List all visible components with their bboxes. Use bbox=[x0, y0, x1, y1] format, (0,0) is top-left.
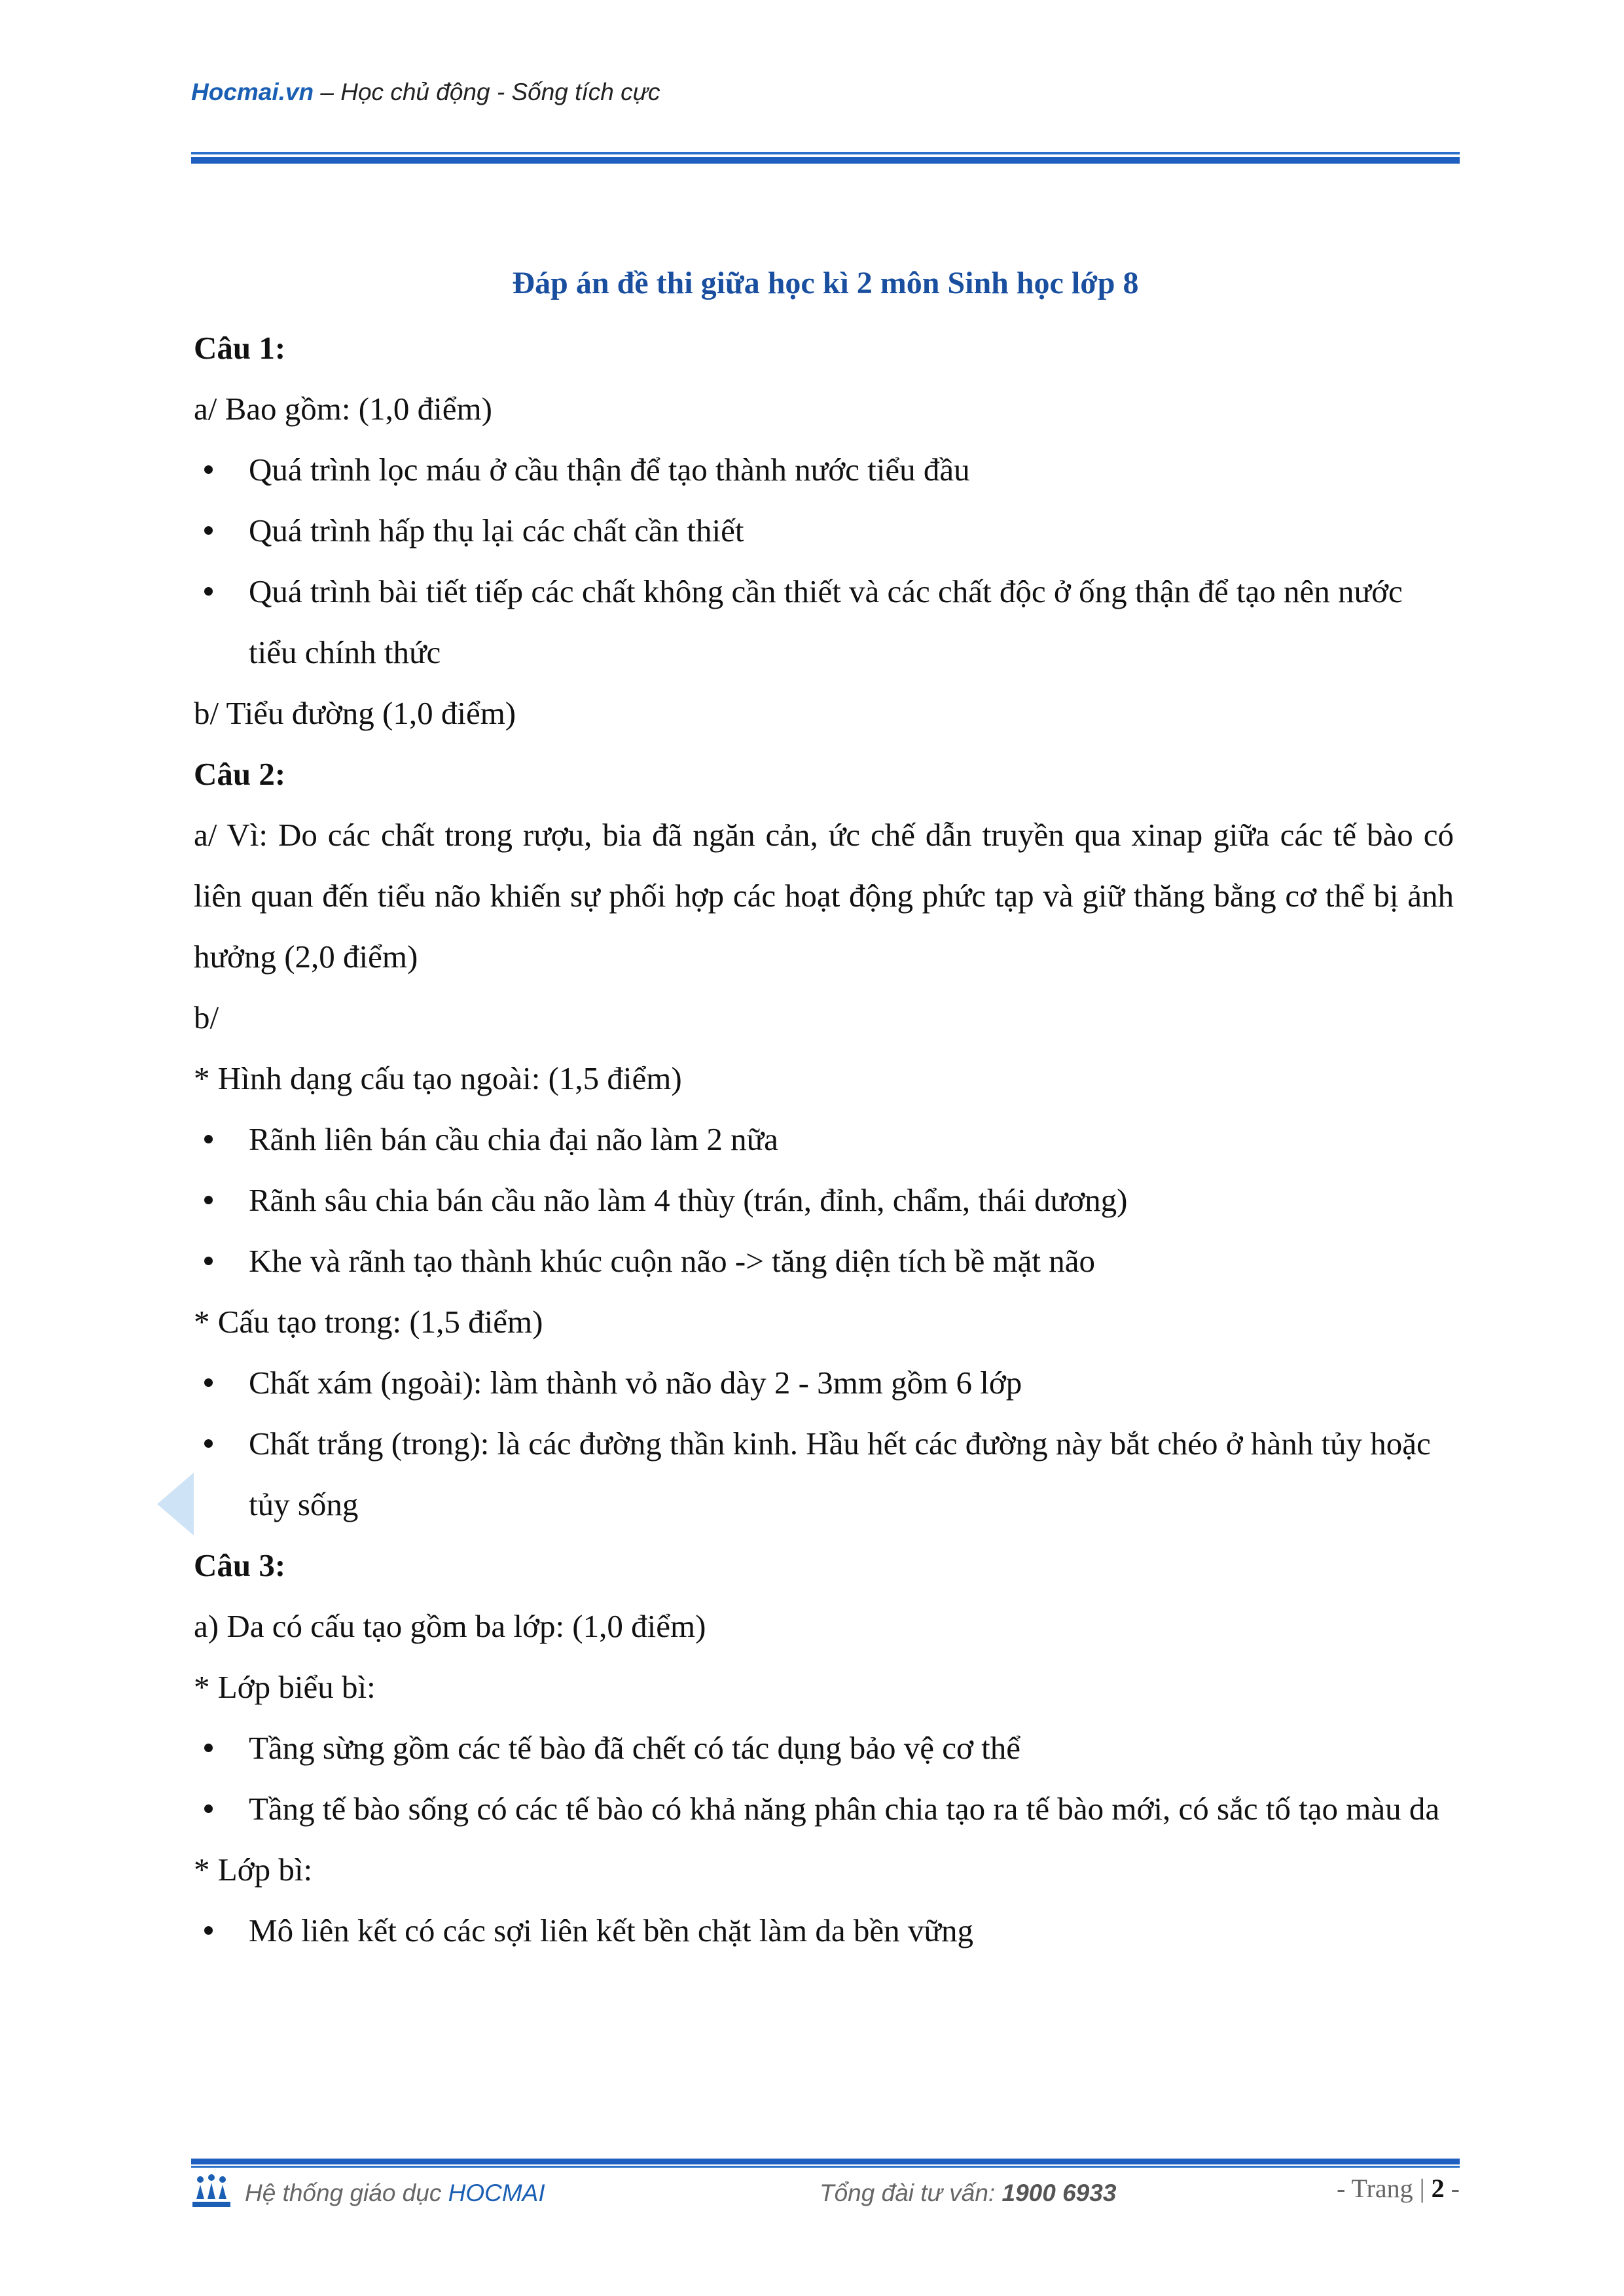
bullet-icon bbox=[204, 1135, 213, 1143]
question-3-heading: Câu 3: bbox=[194, 1547, 286, 1583]
bullet-icon bbox=[204, 465, 213, 474]
footer-phone: 1900 6933 bbox=[1001, 2179, 1117, 2206]
bullet-icon bbox=[204, 1378, 213, 1387]
inner-structure-label: * Cấu tạo trong: (1,5 điểm) bbox=[194, 1304, 543, 1340]
question-1a-label: a/ Bao gồm: (1,0 điểm) bbox=[194, 391, 492, 427]
list-item: Rãnh sâu chia bán cầu não làm 4 thùy (trán, đỉnh, chẩm, thái dương) bbox=[194, 1170, 1454, 1230]
dermis-label: * Lớp bì: bbox=[194, 1852, 313, 1888]
page-header bbox=[191, 79, 660, 106]
bullet-icon bbox=[204, 1257, 213, 1265]
bullet-icon bbox=[204, 1804, 213, 1813]
question-1-heading: Câu 1: bbox=[194, 330, 286, 366]
outer-structure-label: * Hình dạng cấu tạo ngoài: (1,5 điểm) bbox=[194, 1060, 682, 1096]
bullet-icon bbox=[204, 1196, 213, 1204]
list-item: Mô liên kết có các sợi liên kết bền chặt làm da bền vững bbox=[194, 1900, 1454, 1961]
list-item: Khe và rãnh tạo thành khúc cuộn não -> tăng diện tích bề mặt não bbox=[194, 1230, 1454, 1291]
bullet-icon bbox=[204, 526, 213, 535]
list-item: Rãnh liên bán cầu chia đại não làm 2 nữa bbox=[194, 1109, 1454, 1170]
list-item: Quá trình lọc máu ở cầu thận để tạo thành nước tiểu đầu bbox=[194, 439, 1454, 500]
list-item: Quá trình bài tiết tiếp các chất không cần thiết và các chất độc ở ống thận để tạo nên nước tiểu chính thức bbox=[194, 561, 1454, 683]
page-number: - Trang | 2 - bbox=[1336, 2174, 1460, 2203]
page-tab-triangle-icon bbox=[157, 1473, 194, 1535]
footer-rule bbox=[191, 2159, 1460, 2168]
list-item: Chất trắng (trong): là các đường thần kinh. Hầu hết các đường này bắt chéo ở hành tủy hoặc tủy sống bbox=[194, 1413, 1454, 1535]
header-brand: Hocmai.vn bbox=[191, 79, 314, 105]
document-body bbox=[194, 317, 1454, 1961]
list-item: Chất xám (ngoài): làm thành vỏ não dày 2 - 3mm gồm 6 lớp bbox=[194, 1352, 1454, 1413]
footer-organization: Hệ thống giáo dục HOCMAI bbox=[245, 2179, 545, 2206]
question-3a-label: a) Da có cấu tạo gồm ba lớp: (1,0 điểm) bbox=[194, 1608, 706, 1644]
footer-brand: HOCMAI bbox=[448, 2179, 545, 2206]
bullet-icon bbox=[204, 1744, 213, 1752]
header-rule bbox=[191, 152, 1460, 164]
bullet-icon bbox=[204, 587, 213, 596]
list-item: Tầng tế bào sống có các tế bào có khả năng phân chia tạo ra tế bào mới, có sắc tố tạo màu da bbox=[194, 1778, 1454, 1839]
document-title: Đáp án đề thi giữa học kì 2 môn Sinh học lớp 8 bbox=[512, 266, 1139, 300]
epidermis-label: * Lớp biểu bì: bbox=[194, 1669, 376, 1705]
list-item: Tầng sừng gồm các tế bào đã chết có tác dụng bảo vệ cơ thể bbox=[194, 1717, 1454, 1778]
question-2b-label: b/ bbox=[194, 999, 219, 1035]
bullet-icon bbox=[204, 1926, 213, 1935]
footer-hotline: Tổng đài tư vấn: 1900 6933 bbox=[820, 2179, 1117, 2206]
question-2-heading: Câu 2: bbox=[194, 756, 286, 792]
hocmai-logo-icon bbox=[191, 2173, 232, 2210]
question-2a-text: a/ Vì: Do các chất trong rượu, bia đã ngăn cản, ức chế dẫn truyền qua xinap giữa các tế bào có liên quan đến tiểu não khiến sự phối hợp các hoạt động phức tạp và giữ thăng bằng cơ thể bị ảnh hưởng (2,0 điểm) bbox=[194, 817, 1454, 975]
header-slogan: – Học chủ động - Sống tích cực bbox=[314, 79, 660, 105]
page-footer bbox=[191, 2173, 1460, 2212]
bullet-icon bbox=[204, 1439, 213, 1448]
list-item: Quá trình hấp thụ lại các chất cần thiết bbox=[194, 500, 1454, 561]
question-1b-label: b/ Tiểu đường (1,0 điểm) bbox=[194, 695, 516, 731]
